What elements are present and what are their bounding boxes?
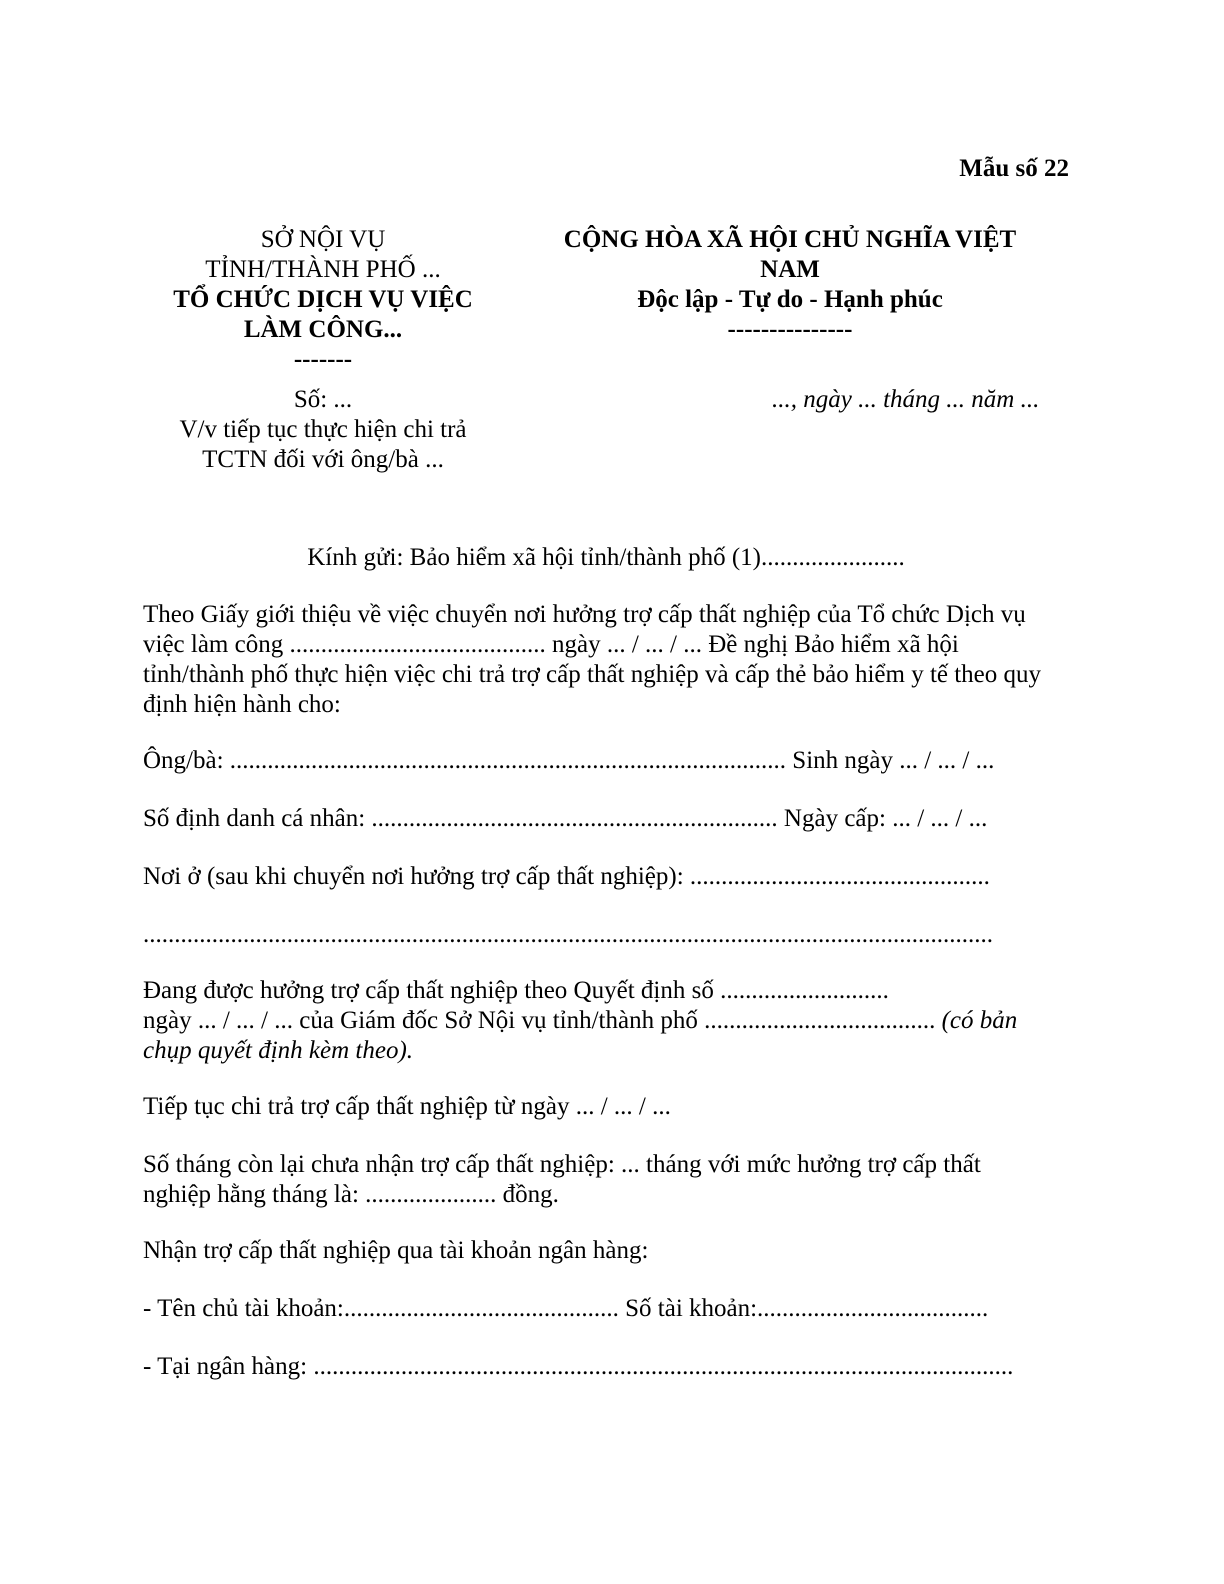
bank-name-field (143, 1352, 1073, 1382)
subject-line-2: TCTN đối với ông/bà ... (202, 446, 444, 473)
id-field-text: Số định danh cá nhân: ................................................................. Ngày cấp: ... / ... / ... (143, 805, 988, 832)
form-code: Mẫu số 22 (959, 155, 1069, 182)
residence-field (143, 862, 1073, 892)
national-header (540, 225, 1040, 345)
intro-line-2: việc làm công ......................................... ngày ... / ... / ... Đề nghị Bảo hiểm xã hội (143, 631, 959, 658)
intro-line-4: định hiện hành cho: (143, 691, 341, 718)
remaining-months-paragraph (143, 1150, 1073, 1210)
national-title-line-2: NAM (760, 256, 820, 283)
national-title-line-1: CỘNG HÒA XÃ HỘI CHỦ NGHĨA VIỆT (563, 226, 1017, 253)
national-motto: Độc lập - Tự do - Hạnh phúc (637, 286, 943, 313)
id-field (143, 804, 1073, 834)
decision-line-1: Đang được hưởng trợ cấp thất nghiệp theo Quyết định số ........................... (143, 977, 889, 1004)
residence-field-text: Nơi ở (sau khi chuyển nơi hưởng trợ cấp thất nghiệp): ................................................ (143, 863, 990, 890)
decision-line-2-text: ngày ... / ... / ... của Giám đốc Sở Nội vụ tỉnh/thành phố ..................................... (143, 1007, 936, 1034)
agency-line-1: SỞ NỘI VỤ (260, 226, 386, 253)
account-holder-field (143, 1294, 1073, 1324)
document-number: Số: ... (293, 386, 353, 413)
date-place: ..., ngày ... tháng ... năm ... (772, 386, 1040, 413)
issuing-agency-header (142, 225, 504, 375)
remaining-line-1: Số tháng còn lại chưa nhận trợ cấp thất nghiệp: ... tháng với mức hưởng trợ cấp thất (143, 1151, 981, 1178)
residence-continuation (143, 920, 1073, 950)
continue-from-text: Tiếp tục chi trả trợ cấp thất nghiệp từ ngày ... / ... / ... (143, 1093, 671, 1120)
intro-line-1: Theo Giấy giới thiệu về việc chuyển nơi hưởng trợ cấp thất nghiệp của Tổ chức Dịch vụ (143, 601, 1026, 628)
decision-note-1: (có bản (941, 1007, 1018, 1034)
national-separator: --------------- (727, 316, 853, 343)
continue-from-field (143, 1092, 1073, 1122)
decision-note-2: chụp quyết định kèm theo). (143, 1037, 414, 1064)
name-field (143, 746, 1073, 776)
account-holder-text: - Tên chủ tài khoản:............................................ Số tài khoản:..................................... (143, 1295, 989, 1322)
agency-separator: ------- (293, 346, 353, 373)
subject-line-1: V/v tiếp tục thực hiện chi trả (179, 416, 467, 443)
agency-line-3: TỔ CHỨC DỊCH VỤ VIỆC (173, 286, 473, 313)
bank-name-text: - Tại ngân hàng: ................................................................................................................ (143, 1353, 1014, 1380)
remaining-line-2: nghiệp hằng tháng là: ..................... đồng. (143, 1181, 559, 1208)
agency-line-2: TỈNH/THÀNH PHỐ ... (205, 256, 441, 283)
recipient: Kính gửi: Bảo hiểm xã hội tỉnh/thành phố (1)....................... (307, 544, 905, 571)
residence-continuation-text: ........................................................................................................................................ (143, 921, 993, 948)
document-number-block (142, 385, 504, 475)
decision-line-2 (143, 1006, 1073, 1036)
bank-intro (143, 1236, 1073, 1266)
intro-line-3: tỉnh/thành phố thực hiện việc chi trả trợ cấp thất nghiệp và cấp thẻ bảo hiểm y tế theo quy (143, 661, 1042, 688)
name-field-text: Ông/bà: ......................................................................................... Sinh ngày ... / ... / ... (143, 747, 995, 774)
agency-line-4: LÀM CÔNG... (243, 316, 403, 343)
decision-paragraph (143, 976, 1073, 1066)
bank-intro-text: Nhận trợ cấp thất nghiệp qua tài khoản ngân hàng: (143, 1237, 649, 1264)
intro-paragraph (143, 600, 1073, 720)
